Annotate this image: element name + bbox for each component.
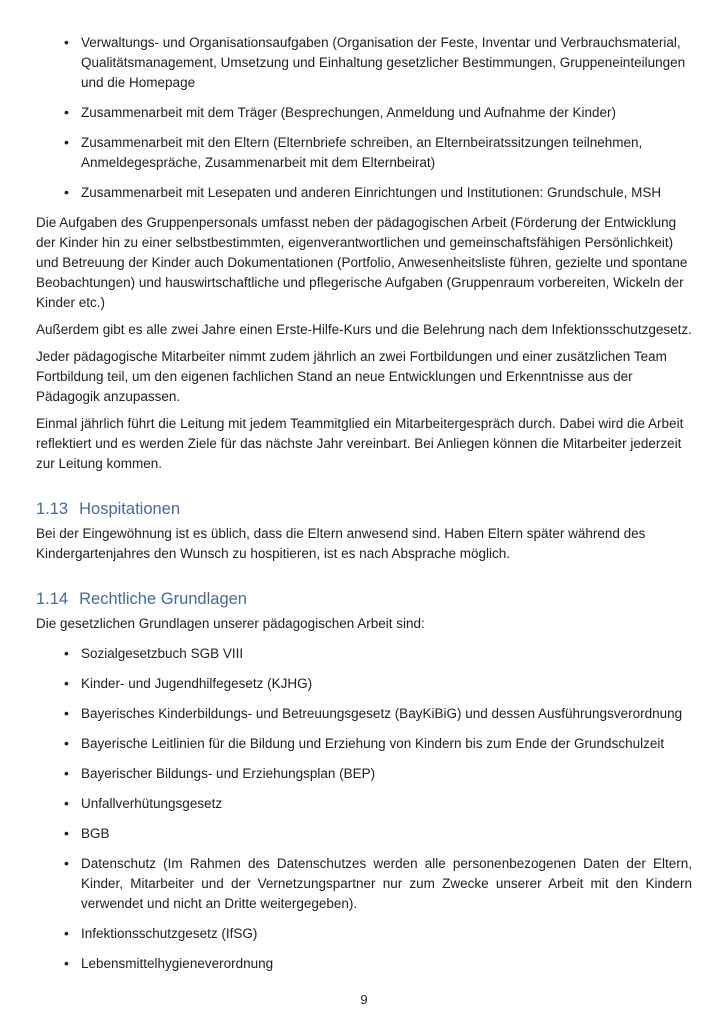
section-intro: Die gesetzlichen Grundlagen unserer pädagogischen Arbeit sind: xyxy=(36,616,425,631)
paragraph: Jeder pädagogische Mitarbeiter nimmt zudem jährlich an zwei Fortbildungen und einer zusätzlichen Team Fortbildung teil, um den eigenen fachlichen Stand an neue Entwicklungen und Erkenntnisse aus der Pädagogik anzupassen. xyxy=(36,349,667,404)
list-item: • Unfallverhütungsgesetz xyxy=(36,794,692,814)
paragraph: Einmal jährlich führt die Leitung mit jedem Teammitglied ein Mitarbeitergespräch durch. Dabei wird die Arbeit reflektiert und es werden Ziele für das nächste Jahr vereinbart. Bei Anliegen können die Mitarbeiter jederzeit zur Leitung kommen. xyxy=(36,416,684,471)
list-item: • Verwaltungs- und Organisationsaufgaben (Organisation der Feste, Inventar und Verbrauchsmaterial, Qualitätsmanagement, Umsetzung und Einhaltung gesetzlicher Bestimmungen, Gruppeneinteilungen und die Homepage xyxy=(36,33,692,93)
section-body: Bei der Eingewöhnung ist es üblich, dass die Eltern anwesend sind. Haben Eltern später während des Kindergartenjahres den Wunsch zu hospitieren, ist es nach Absprache möglich. xyxy=(36,526,646,561)
list-item: • Infektionsschutzgesetz (IfSG) xyxy=(36,924,692,944)
paragraph: Außerdem gibt es alle zwei Jahre einen Erste-Hilfe-Kurs und die Belehrung nach dem Infektionsschutzgesetz. xyxy=(36,322,692,337)
heading-number: 1.13 xyxy=(36,500,69,518)
heading-title: Rechtliche Grundlagen xyxy=(79,590,247,608)
list-item: • Bayerische Leitlinien für die Bildung und Erziehung von Kindern bis zum Ende der Grundschulzeit xyxy=(36,734,692,754)
list-item: • Bayerisches Kinderbildungs- und Betreuungsgesetz (BayKiBiG) und dessen Ausführungsverordnung xyxy=(36,704,692,724)
list-item: • Datenschutz (Im Rahmen des Datenschutzes werden alle personenbezogenen Daten der Eltern, Kinder, Mitarbeiter und der Vernetzungspartner nur zum Zwecke unserer Arbeit mit den Kindern verwendet und nicht an Dritte weitergegeben). xyxy=(36,854,692,914)
list-item: • Zusammenarbeit mit dem Träger (Besprechungen, Anmeldung und Aufnahme der Kinder) xyxy=(36,103,692,123)
list-item: • Zusammenarbeit mit Lesepaten und anderen Einrichtungen und Institutionen: Grundschule, MSH xyxy=(36,183,692,203)
list-item: • Bayerischer Bildungs- und Erziehungsplan (BEP) xyxy=(36,764,692,784)
heading-title: Hospitationen xyxy=(79,500,181,518)
legal-list xyxy=(36,644,692,974)
duties-list xyxy=(36,33,692,203)
section-heading-rechtliche-grundlagen xyxy=(36,588,692,610)
list-item: • Zusammenarbeit mit den Eltern (Elternbriefe schreiben, an Elternbeiratssitzungen teilnehmen, Anmeldegespräche, Zusammenarbeit mit dem Elternbeirat) xyxy=(36,133,692,173)
list-item: • BGB xyxy=(36,824,692,844)
list-item: • Kinder- und Jugendhilfegesetz (KJHG) xyxy=(36,674,692,694)
paragraph: Die Aufgaben des Gruppenpersonals umfasst neben der pädagogischen Arbeit (Förderung der Entwicklung der Kinder hin zu einer selbstbestimmten, eigenverantwortlichen und gemeinschaftsfähigen Persönlichkeit) und Betreuung der Kinder auch Dokumentationen (Portfolio, Anwesenheitsliste führen, gezielte und spontane Beobachtungen) und hauswirtschaftliche und pflegerische Aufgaben (Gruppenraum vorbereiten, Wickeln der Kinder etc.) xyxy=(36,215,688,310)
page-number: 9 xyxy=(360,992,368,1007)
heading-number: 1.14 xyxy=(36,590,69,608)
list-item: • Lebensmittelhygieneverordnung xyxy=(36,954,692,974)
list-item: • Sozialgesetzbuch SGB VIII xyxy=(36,644,692,664)
section-heading-hospitationen xyxy=(36,498,692,520)
